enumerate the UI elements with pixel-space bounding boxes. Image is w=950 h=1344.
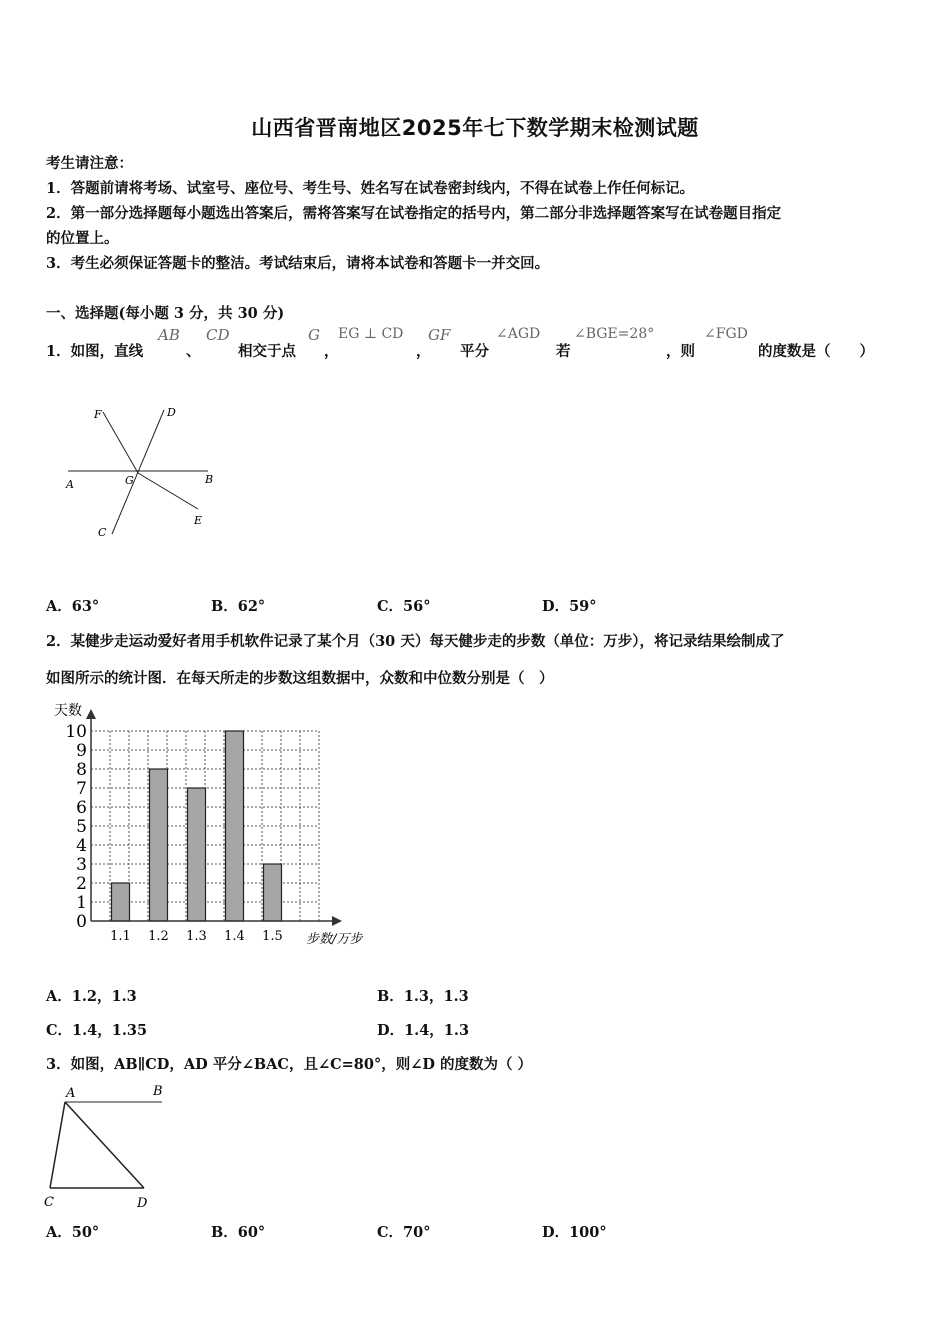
q1-option-b[interactable]: B．62° — [211, 598, 266, 615]
label-g: G — [125, 474, 134, 487]
y-tick-label: 0 — [76, 912, 87, 932]
bar-1.3 — [188, 788, 206, 921]
label-e: E — [194, 514, 203, 527]
question-3-stem: 3．如图，AB∥CD，AD 平分∠BAC，且∠C=80°，则∠D 的度数为（ ） — [46, 1056, 533, 1073]
page-title: 山西省晋南地区2025年七下数学期末检测试题 — [251, 116, 699, 140]
q3-option-a[interactable]: A．50° — [46, 1224, 100, 1241]
q2-option-c[interactable]: C．1.4，1.35 — [46, 1022, 148, 1039]
y-tick-labels — [65, 722, 87, 932]
q1-text: 的度数是（ ） — [758, 343, 874, 360]
q1-math-ab: AB — [158, 326, 180, 344]
y-tick-label: 5 — [76, 817, 87, 837]
label-c: C — [44, 1195, 54, 1210]
label-a: A — [66, 1086, 76, 1101]
x-tick-label: 1.4 — [224, 929, 245, 944]
q1-text: 、 — [186, 343, 201, 360]
x-tick-label: 1.3 — [186, 929, 207, 944]
q1-math-perp: EG ⊥ CD — [338, 326, 404, 342]
notice-item: 2．第一部分选择题每小题选出答案后，需将答案写在试卷指定的括号内，第二部分非选择题答案写在试卷题目指定 — [46, 205, 782, 222]
question-1-stem — [46, 326, 906, 366]
q1-option-c[interactable]: C．56° — [377, 598, 431, 615]
y-tick-label: 9 — [76, 741, 87, 761]
y-axis-label: 天数 — [54, 703, 82, 719]
x-axis-label: 步数/万步 — [306, 932, 363, 947]
q1-text: 1．如图，直线 — [46, 343, 144, 360]
label-b: B — [205, 473, 214, 486]
q1-text: ， — [416, 343, 431, 360]
q1-text: 相交于点 — [238, 343, 296, 360]
x-tick-label: 1.2 — [148, 929, 169, 944]
label-d: D — [137, 1196, 148, 1210]
q1-figure — [60, 398, 220, 543]
q3-option-d[interactable]: D．100° — [542, 1224, 607, 1241]
y-tick-label: 10 — [65, 722, 87, 742]
segment-ac — [50, 1102, 65, 1188]
q1-text: 平分 — [460, 343, 489, 360]
x-axis-arrow — [332, 916, 342, 926]
q3-option-c[interactable]: C．70° — [377, 1224, 431, 1241]
q1-math-fgd: ∠FGD — [704, 326, 748, 342]
y-tick-label: 3 — [76, 855, 87, 875]
y-tick-label: 2 — [76, 874, 87, 894]
q1-text: 若 — [556, 343, 571, 360]
notice-item: 3．考生必须保证答题卡的整洁。考试结束后，请将本试卷和答题卡一并交回。 — [46, 255, 550, 272]
bar-1.1 — [112, 883, 130, 921]
segment-ad — [65, 1102, 144, 1188]
q2-option-a[interactable]: A．1.2，1.3 — [46, 988, 137, 1005]
q1-text: ， — [324, 343, 339, 360]
q2-option-b[interactable]: B．1.3，1.3 — [377, 988, 469, 1005]
y-tick-label: 8 — [76, 760, 87, 780]
section-heading: 一、选择题(每小题 3 分，共 30 分) — [46, 305, 285, 322]
bar-1.5 — [264, 864, 282, 921]
q3-option-b[interactable]: B．60° — [211, 1224, 266, 1241]
label-a: A — [66, 478, 74, 491]
notice-heading: 考生请注意： — [46, 155, 133, 172]
q2-option-d[interactable]: D．1.4，1.3 — [377, 1022, 470, 1039]
label-f: F — [94, 408, 102, 421]
ray-ge — [138, 473, 198, 509]
q1-math-g: G — [308, 326, 320, 344]
q1-math-gf: GF — [428, 326, 451, 344]
label-c: C — [98, 526, 107, 539]
q1-math-cd: CD — [206, 326, 230, 344]
ray-gf — [103, 412, 138, 473]
y-tick-label: 1 — [76, 893, 87, 913]
q1-text: ，则 — [666, 343, 695, 360]
q1-math-agd: ∠AGD — [496, 326, 541, 342]
y-tick-label: 4 — [76, 836, 87, 856]
x-tick-label: 1.1 — [110, 929, 131, 944]
y-tick-label: 6 — [76, 798, 87, 818]
label-d: D — [167, 406, 176, 419]
y-axis-arrow — [86, 709, 96, 719]
label-b: B — [153, 1084, 163, 1099]
notice-item: 的位置上。 — [46, 230, 119, 247]
q3-figure — [40, 1080, 180, 1210]
bar-1.2 — [150, 769, 168, 921]
x-tick-label: 1.5 — [262, 929, 283, 944]
q1-math-bge: ∠BGE=28° — [574, 326, 655, 342]
bar-1.4 — [226, 731, 244, 921]
step-chart — [40, 695, 390, 957]
y-tick-label: 7 — [76, 779, 87, 799]
question-2-stem: 2．某健步走运动爱好者用手机软件记录了某个月（30 天）每天健步走的步数（单位：万步），将记录结果绘制成了 — [46, 633, 785, 650]
q1-option-d[interactable]: D．59° — [542, 598, 597, 615]
notice-item: 1．答题前请将考场、试室号、座位号、考生号、姓名写在试卷密封线内，不得在试卷上作任何标记。 — [46, 180, 695, 197]
question-2-stem: 如图所示的统计图．在每天所走的步数这组数据中，众数和中位数分别是（ ） — [46, 670, 554, 687]
x-tick-labels — [110, 929, 283, 944]
q1-option-a[interactable]: A．63° — [46, 598, 100, 615]
